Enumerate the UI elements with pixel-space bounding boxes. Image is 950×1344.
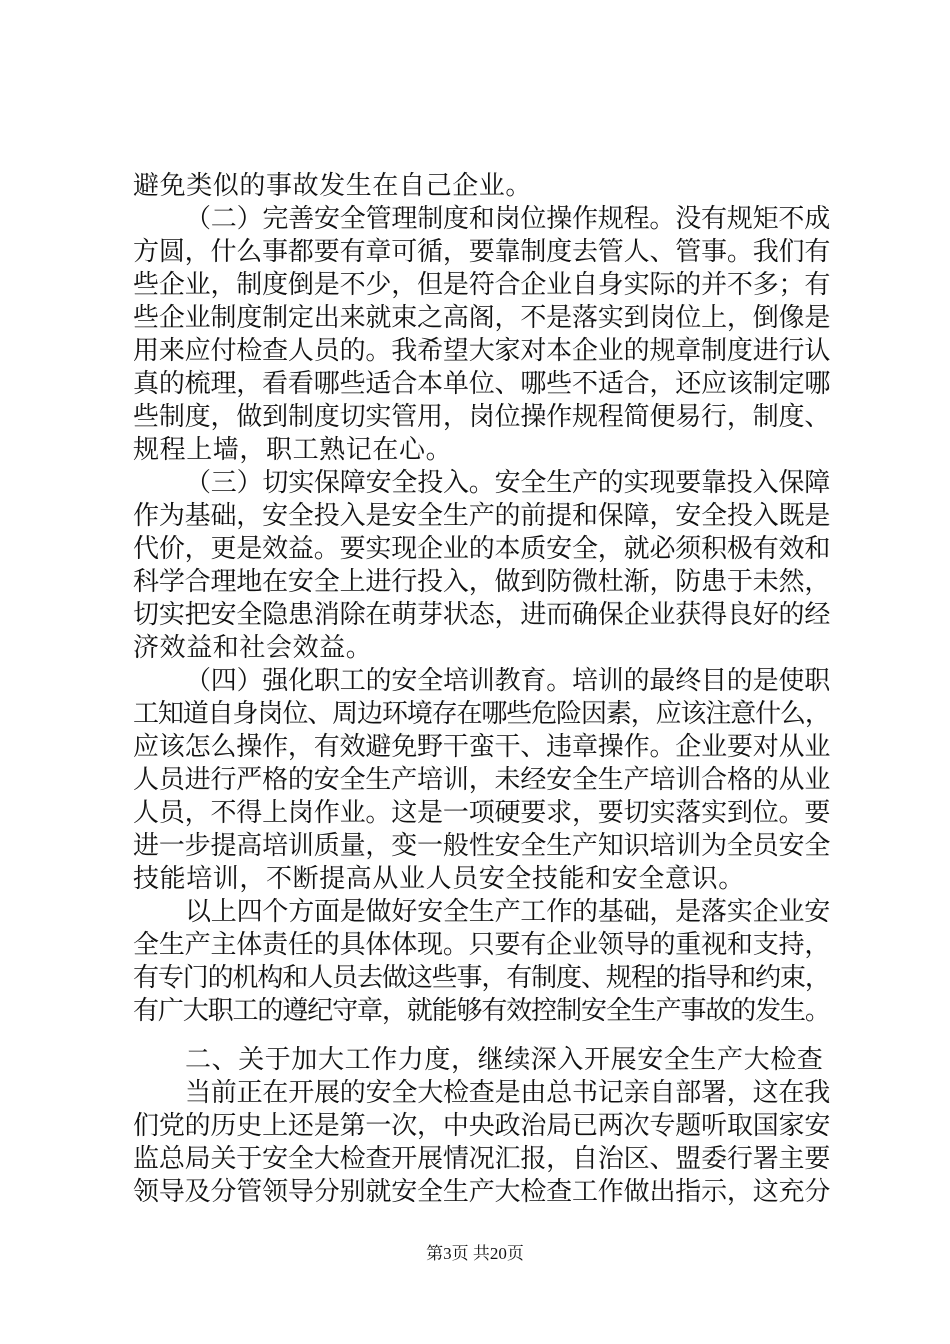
paragraph-line: 切实把安全隐患消除在萌芽状态，进而确保企业获得良好的经 <box>133 600 831 630</box>
paragraph-line: 人员进行严格的安全生产培训，未经安全生产培训合格的从业 <box>133 765 831 795</box>
paragraph-line: （二）完善安全管理制度和岗位操作规程。没有规矩不成 <box>185 204 831 234</box>
paragraph-line: 有专门的机构和人员去做这些事，有制度、规程的指导和约束， <box>133 963 830 993</box>
paragraph-line: 领导及分管领导分别就安全生产大检查工作做出指示，这充分 <box>133 1177 831 1207</box>
paragraph-line: 进一步提高培训质量，变一般性安全生产知识培训为全员安全 <box>133 831 831 861</box>
paragraph-line: 避免类似的事故发生在自己企业。 <box>133 171 533 201</box>
paragraph-line: （四）强化职工的安全培训教育。培训的最终目的是使职 <box>185 666 831 696</box>
paragraph-line: 以上四个方面是做好安全生产工作的基础，是落实企业安 <box>185 897 831 927</box>
paragraph-line: 监总局关于安全大检查开展情况汇报，自治区、盟委行署主要 <box>133 1144 831 1174</box>
paragraph-line: 作为基础，安全投入是安全生产的前提和保障，安全投入既是 <box>133 501 831 531</box>
section-heading: 二、关于加大工作力度，继续深入开展安全生产大检查 <box>185 1045 824 1075</box>
paragraph-line: 些制度，做到制度切实管用，岗位操作规程简便易行，制度、 <box>133 402 831 432</box>
paragraph-line: 人员，不得上岗作业。这是一项硬要求，要切实落实到位。要 <box>133 798 831 828</box>
paragraph-line: 工知道自身岗位、周边环境存在哪些危险因素，应该注意什么， <box>133 699 830 729</box>
paragraph-line: 代价，更是效益。要实现企业的本质安全，就必须积极有效和 <box>133 534 831 564</box>
paragraph-line: 们党的历史上还是第一次，中央政治局已两次专题听取国家安 <box>133 1111 831 1141</box>
paragraph-line: 用来应付检查人员的。我希望大家对本企业的规章制度进行认 <box>133 336 831 366</box>
paragraph-line: 有广大职工的遵纪守章，就能够有效控制安全生产事故的发生。 <box>133 996 830 1026</box>
paragraph-line: 方圆，什么事都要有章可循，要靠制度去管人、管事。我们有 <box>133 237 831 267</box>
paragraph-line: 应该怎么操作，有效避免野干蛮干、违章操作。企业要对从业 <box>133 732 831 762</box>
paragraph-line: 当前正在开展的安全大检查是由总书记亲自部署，这在我 <box>185 1078 831 1108</box>
paragraph-line: 济效益和社会效益。 <box>133 633 373 663</box>
paragraph-line: （三）切实保障安全投入。安全生产的实现要靠投入保障 <box>185 468 831 498</box>
page-footer: 第3页 共20页 <box>426 1244 524 1263</box>
paragraph-line: 规程上墙，职工熟记在心。 <box>133 435 453 465</box>
paragraph-line: 技能培训，不断提高从业人员安全技能和安全意识。 <box>133 864 745 894</box>
paragraph-line: 些企业制度制定出来就束之高阁，不是落实到岗位上，倒像是 <box>133 303 831 333</box>
paragraph-line: 些企业，制度倒是不少，但是符合企业自身实际的并不多；有 <box>133 270 831 300</box>
paragraph-line: 科学合理地在安全上进行投入，做到防微杜渐，防患于未然， <box>133 567 831 597</box>
paragraph-line: 真的梳理，看看哪些适合本单位、哪些不适合，还应该制定哪 <box>133 369 831 399</box>
paragraph-line: 全生产主体责任的具体体现。只要有企业领导的重视和支持， <box>133 930 831 960</box>
